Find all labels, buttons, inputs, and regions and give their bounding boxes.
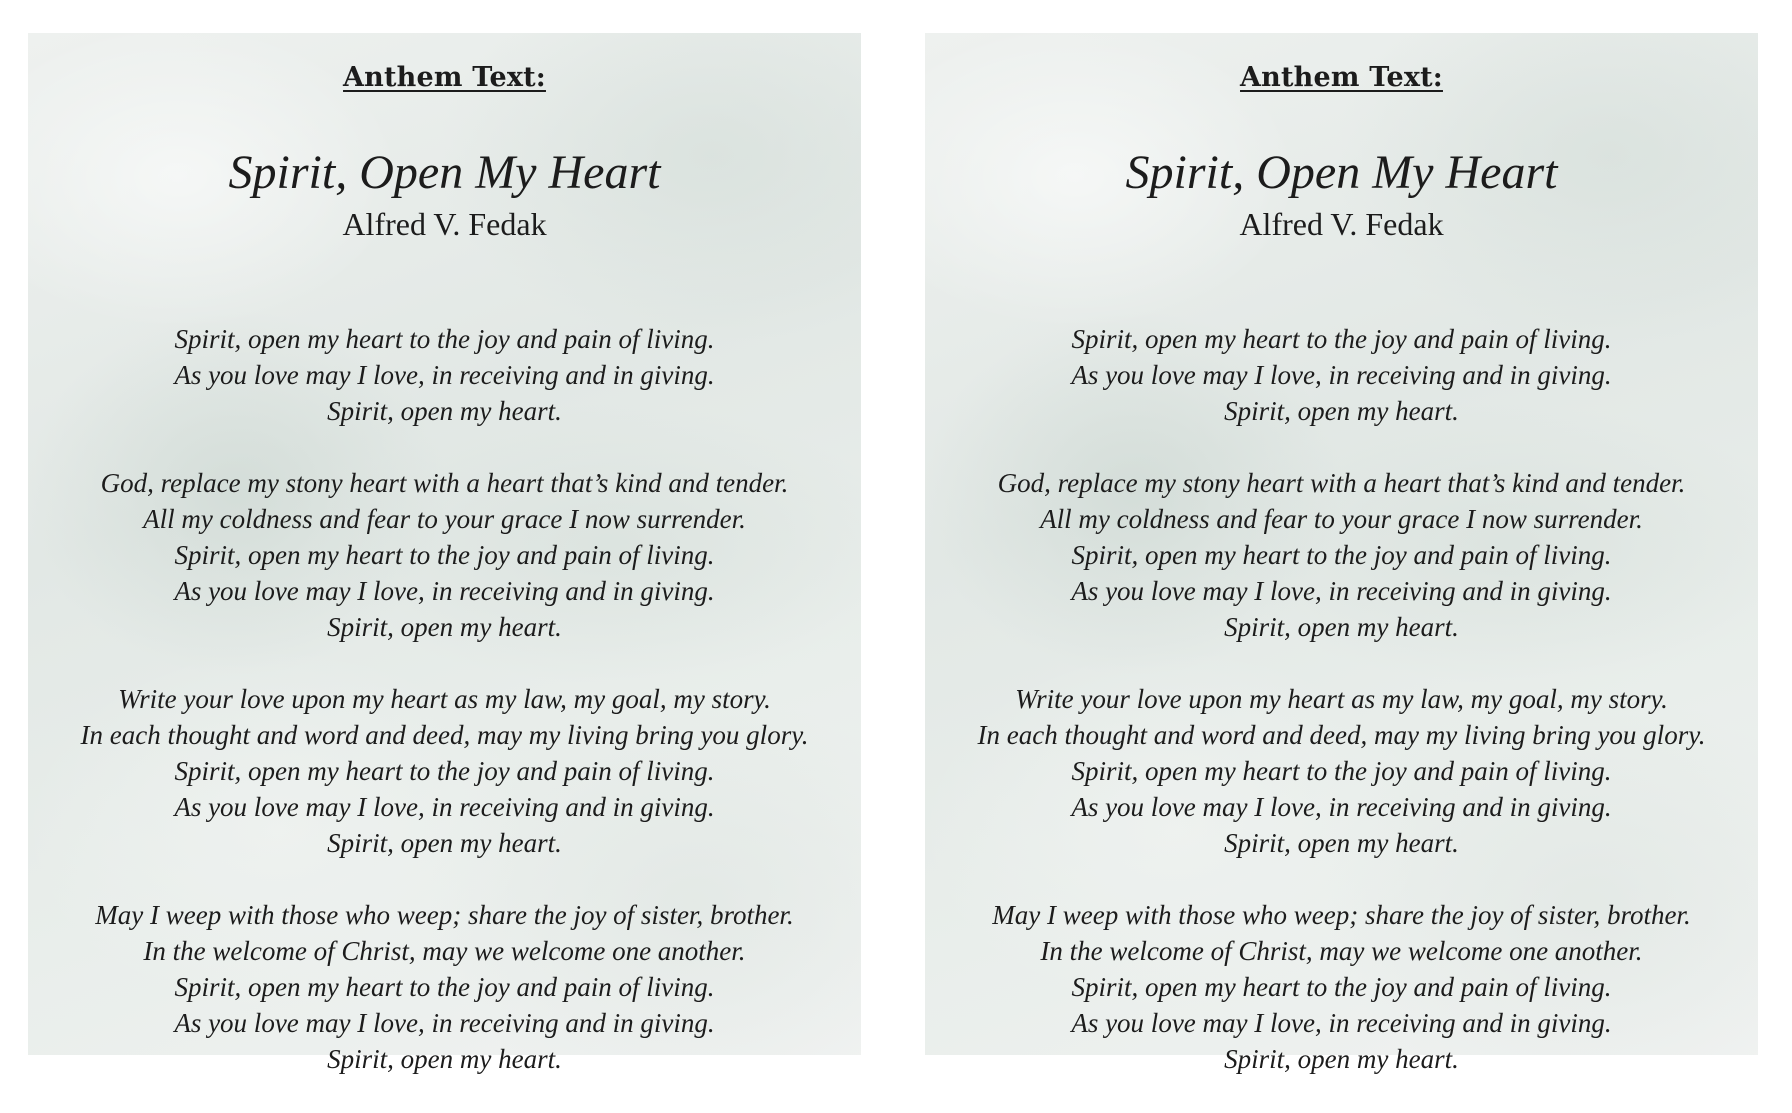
verses-container [925, 321, 1758, 1113]
verse-line: Write your love upon my heart as my law, my goal, my story. [118, 684, 771, 714]
verse-line: Write your love upon my heart as my law, my goal, my story. [1015, 684, 1668, 714]
verse [925, 321, 1758, 429]
verse-line: Spirit, open my heart. [1224, 1044, 1459, 1074]
verse-line: In the welcome of Christ, may we welcome one another. [143, 936, 746, 966]
verse-line: As you love may I love, in receiving and in giving. [174, 1008, 715, 1038]
verse-line: In each thought and word and deed, may my living bring you glory. [80, 720, 809, 750]
verse-line: In each thought and word and deed, may my living bring you glory. [977, 720, 1706, 750]
verse [28, 465, 861, 645]
anthem-title: Spirit, Open My Heart [1125, 146, 1558, 199]
anthem-title: Spirit, Open My Heart [228, 146, 661, 199]
verse [28, 681, 861, 861]
verse-line: Spirit, open my heart. [327, 612, 562, 642]
section-heading: Anthem Text: [343, 62, 546, 93]
verse [28, 897, 861, 1077]
verse-line: In the welcome of Christ, may we welcome one another. [1040, 936, 1643, 966]
verse-line: Spirit, open my heart to the joy and pain of living. [174, 324, 715, 354]
verse-line: Spirit, open my heart to the joy and pain of living. [1071, 540, 1612, 570]
verse-line: As you love may I love, in receiving and in giving. [1071, 792, 1612, 822]
verse-line: All my coldness and fear to your grace I now surrender. [1040, 504, 1643, 534]
verse-line: Spirit, open my heart to the joy and pain of living. [1071, 972, 1612, 1002]
verse-line: As you love may I love, in receiving and in giving. [1071, 1008, 1612, 1038]
verse-line: Spirit, open my heart to the joy and pain of living. [1071, 756, 1612, 786]
verse-line: Spirit, open my heart to the joy and pain of living. [174, 756, 715, 786]
composer-name: Alfred V. Fedak [342, 206, 547, 242]
verse-line: Spirit, open my heart. [327, 828, 562, 858]
verse-line: As you love may I love, in receiving and in giving. [174, 792, 715, 822]
verse-line: Spirit, open my heart. [1224, 828, 1459, 858]
verse-line: All my coldness and fear to your grace I now surrender. [143, 504, 746, 534]
verse-line: Spirit, open my heart. [327, 1044, 562, 1074]
verse-line: Spirit, open my heart to the joy and pain of living. [174, 540, 715, 570]
verse-line: Spirit, open my heart to the joy and pain of living. [1071, 324, 1612, 354]
section-heading: Anthem Text: [1240, 62, 1443, 93]
verse-line: God, replace my stony heart with a heart that’s kind and tender. [997, 468, 1686, 498]
verse-line: May I weep with those who weep; share the joy of sister, brother. [95, 900, 794, 930]
verse-line: May I weep with those who weep; share the joy of sister, brother. [992, 900, 1691, 930]
verse [28, 321, 861, 429]
verse-line: Spirit, open my heart. [327, 396, 562, 426]
composer-name: Alfred V. Fedak [1239, 206, 1444, 242]
verse [925, 465, 1758, 645]
verse-line: As you love may I love, in receiving and in giving. [174, 576, 715, 606]
verse-line: God, replace my stony heart with a heart that’s kind and tender. [100, 468, 789, 498]
verse [925, 897, 1758, 1077]
verse-line: As you love may I love, in receiving and in giving. [1071, 360, 1612, 390]
verse-line: Spirit, open my heart. [1224, 396, 1459, 426]
verse-line: As you love may I love, in receiving and in giving. [174, 360, 715, 390]
verse [925, 681, 1758, 861]
verse-line: Spirit, open my heart to the joy and pain of living. [174, 972, 715, 1002]
verses-container [28, 321, 861, 1113]
verse-line: As you love may I love, in receiving and in giving. [1071, 576, 1612, 606]
anthem-page-left [28, 33, 861, 1074]
anthem-page-right [925, 33, 1758, 1074]
verse-line: Spirit, open my heart. [1224, 612, 1459, 642]
